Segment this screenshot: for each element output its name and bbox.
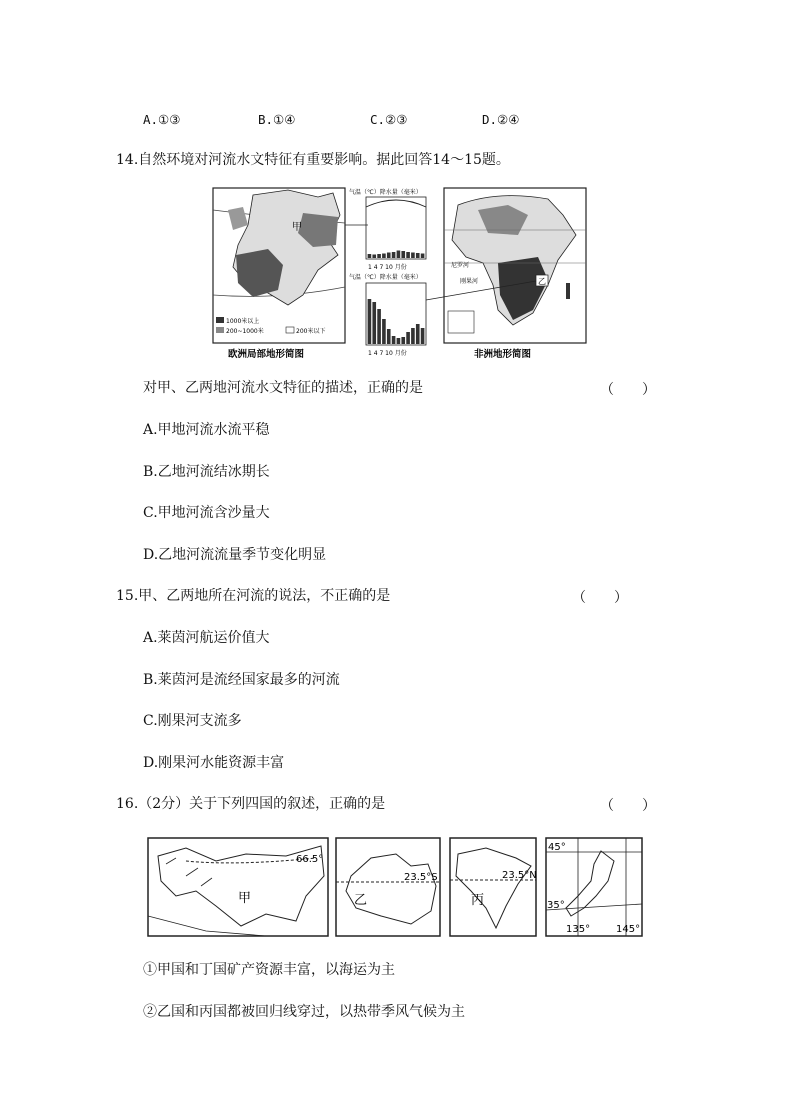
q16-maps-svg xyxy=(146,836,646,940)
legend-mid: 200~1000米 xyxy=(226,328,264,335)
q15-paren: （ ） xyxy=(572,590,628,606)
precip-bar-bottom-9 xyxy=(406,332,410,344)
precip-bar-bottom-11 xyxy=(416,324,420,344)
q14-option-c: C.甲地河流含沙量大 xyxy=(143,505,270,521)
q15-option-c: C.刚果河支流多 xyxy=(143,713,242,729)
precip-bar-top-12 xyxy=(421,254,425,259)
precip-bar-top-3 xyxy=(377,254,381,258)
q15-option-b: B.莱茵河是流经国家最多的河流 xyxy=(143,672,340,688)
map-jia-lat: 66.5° xyxy=(296,854,324,865)
precip-bar-bottom-1 xyxy=(368,299,372,344)
precip-bar-bottom-4 xyxy=(382,319,386,344)
climate-chart-bottom xyxy=(349,273,426,357)
precip-bar-bottom-3 xyxy=(377,309,381,344)
q14-paren: （ ） xyxy=(600,382,656,398)
chart-top-xticks: 1 4 7 10 月份 xyxy=(368,264,407,271)
q14-stem: 对甲、乙两地河流水文特征的描述，正确的是 xyxy=(143,380,423,396)
africa-caption: 非洲地形简图 xyxy=(474,349,532,360)
africa-label-yi: 乙 xyxy=(538,277,546,286)
q14-figure xyxy=(208,185,592,365)
precip-bar-bottom-12 xyxy=(421,328,425,344)
legend-low: 200米以下 xyxy=(296,328,326,335)
q14-option-a: A.甲地河流水流平稳 xyxy=(143,422,270,438)
precip-bar-bottom-6 xyxy=(392,336,396,344)
precip-bar-bottom-8 xyxy=(401,337,405,344)
precip-bar-bottom-5 xyxy=(387,329,391,344)
q15-option-a: A.莱茵河航运价值大 xyxy=(143,630,270,646)
precip-bar-top-1 xyxy=(368,254,372,258)
precip-bar-top-10 xyxy=(411,253,415,259)
precip-bar-top-4 xyxy=(382,254,386,259)
q13-option-b: B.①④ xyxy=(258,112,296,127)
map-ding-lat2: 35° xyxy=(547,900,565,911)
q16-paren: （ ） xyxy=(600,798,656,814)
europe-caption: 欧洲局部地形简图 xyxy=(228,349,305,360)
precip-bar-top-6 xyxy=(392,252,396,258)
q14-figure-svg xyxy=(208,185,592,365)
q14-title: 14.自然环境对河流水文特征有重要影响。据此回答14～15题。 xyxy=(116,152,510,168)
precip-bar-top-2 xyxy=(372,255,376,259)
map-ding-lon2: 145° xyxy=(616,924,641,935)
map-ding-lat1: 45° xyxy=(548,842,566,853)
africa-river2: 刚果河 xyxy=(460,278,479,285)
map-jia-frame xyxy=(148,838,328,936)
map-bing-lat: 23.5°N xyxy=(502,870,537,881)
q16-statement-2: ②乙国和丙国都被回归线穿过，以热带季风气候为主 xyxy=(143,1004,465,1020)
map-ding-lon1: 135° xyxy=(566,924,591,935)
precip-bar-bottom-10 xyxy=(411,328,415,344)
precip-bar-bottom-7 xyxy=(397,338,401,344)
map-yi-lat: 23.5°S xyxy=(404,872,438,883)
q14-option-d: D.乙地河流流量季节变化明显 xyxy=(143,547,327,563)
precip-bar-top-5 xyxy=(387,253,391,259)
chart-bottom-title: 气温（℃）降水量（毫米） xyxy=(349,274,422,281)
precip-bar-top-7 xyxy=(397,251,401,259)
q16-maps xyxy=(146,836,646,940)
q16-stem: 16.（2分）关于下列四国的叙述，正确的是 xyxy=(116,796,386,812)
chart-bottom-xticks: 1 4 7 10 月份 xyxy=(368,350,407,357)
map-bing-label: 丙 xyxy=(471,893,485,908)
precip-bar-top-8 xyxy=(401,251,405,258)
q13-option-d: D.②④ xyxy=(482,112,520,127)
africa-river1: 尼罗河 xyxy=(451,262,470,269)
q13-option-c: C.②③ xyxy=(370,112,408,127)
climate-chart-top xyxy=(349,188,426,271)
map-jia-label: 甲 xyxy=(238,891,252,906)
q14-option-b: B.乙地河流结冰期长 xyxy=(143,464,270,480)
q16-statement-1: ①甲国和丁国矿产资源丰富，以海运为主 xyxy=(143,962,395,978)
q15-option-d: D.刚果河水能资源丰富 xyxy=(143,755,285,771)
q15-stem: 15.甲、乙两地所在河流的说法，不正确的是 xyxy=(116,588,391,604)
precip-bar-bottom-2 xyxy=(372,302,376,344)
map-yi-label: 乙 xyxy=(354,893,368,908)
chart-top-title: 气温（℃）降水量（毫米） xyxy=(349,189,422,196)
q13-option-a: A.①③ xyxy=(143,112,181,127)
europe-label-jia: 甲 xyxy=(292,222,302,233)
precip-bar-top-11 xyxy=(416,253,420,258)
legend-high: 1000米以上 xyxy=(226,318,260,325)
map-yi-frame xyxy=(336,838,440,936)
precip-bar-top-9 xyxy=(406,252,410,258)
